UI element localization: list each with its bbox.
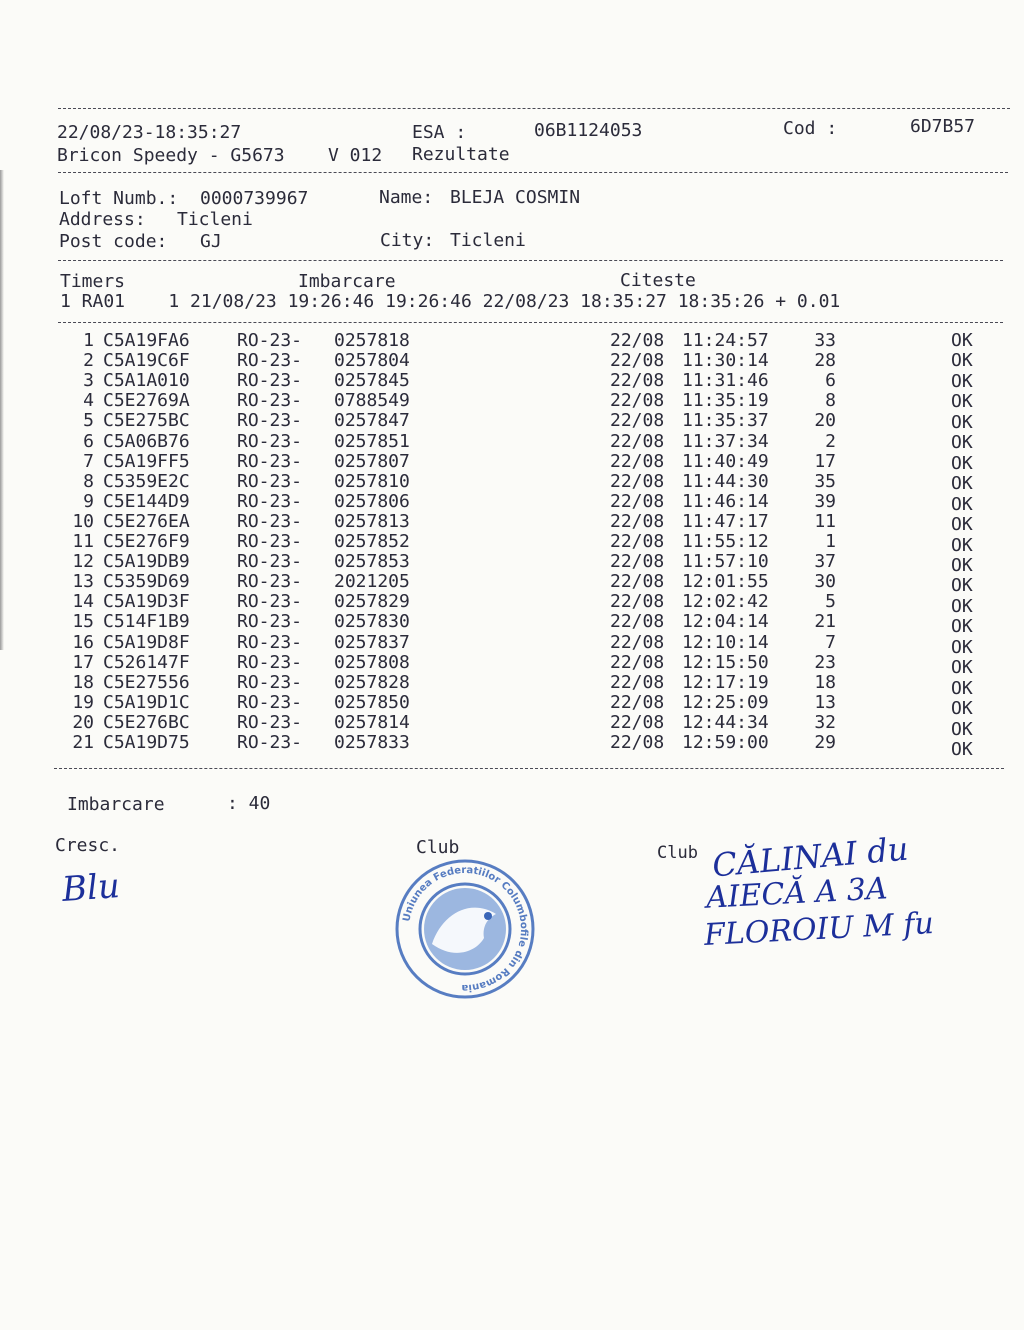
- row-position: 21: [814, 611, 836, 633]
- row-ring-prefix: RO-23-: [237, 410, 303, 432]
- table-row: [0, 351, 1024, 371]
- row-chip-id: C5359D69: [103, 571, 190, 593]
- loft-name-label: Name:: [379, 187, 434, 208]
- row-ring-number: 0257813: [334, 510, 410, 532]
- row-arrival-date: 22/08: [610, 651, 665, 673]
- timers-row: 1 RA01 1 21/08/23 19:26:46 19:26:46 22/08/23 18:35:27 18:35:26 + 0.01: [60, 291, 841, 312]
- row-arrival-time: 12:25:09: [682, 691, 769, 713]
- table-row: [0, 591, 1024, 617]
- row-status: OK: [951, 330, 973, 351]
- row-status: OK: [951, 432, 973, 454]
- row-ring-prefix: RO-23-: [237, 450, 303, 472]
- row-chip-id: C5E144D9: [103, 490, 190, 512]
- row-arrival-date: 22/08: [610, 470, 665, 492]
- row-arrival-date: 22/08: [610, 631, 665, 653]
- loft-number-label: Loft Numb.:: [59, 188, 179, 209]
- row-index: 14: [72, 591, 94, 613]
- row-arrival-time: 11:40:49: [682, 450, 769, 472]
- row-ring-number: 0257853: [334, 551, 410, 573]
- table-row: [0, 571, 1024, 597]
- row-position: 28: [814, 350, 836, 372]
- row-ring-prefix: RO-23-: [237, 691, 303, 713]
- row-position: 11: [814, 510, 836, 532]
- row-arrival-time: 11:47:17: [682, 510, 769, 532]
- club-stamp-icon: [392, 856, 538, 1002]
- row-index: 12: [72, 551, 94, 573]
- row-arrival-date: 22/08: [610, 571, 665, 593]
- table-row: [0, 510, 1024, 536]
- loft-postcode-label: Post code:: [59, 231, 168, 252]
- row-ring-number: 2021205: [334, 571, 410, 593]
- row-status: OK: [951, 473, 973, 495]
- handwritten-note-line1: CĂLINAI du: [710, 829, 910, 885]
- row-chip-id: C5A19D75: [103, 732, 190, 753]
- row-ring-number: 0257807: [334, 450, 410, 472]
- header-cod-label: Cod :: [783, 118, 838, 139]
- row-arrival-time: 11:37:34: [682, 430, 769, 452]
- row-status: OK: [951, 411, 973, 433]
- row-position: 13: [814, 691, 836, 713]
- row-status: OK: [951, 718, 973, 740]
- row-position: 32: [814, 711, 836, 733]
- row-arrival-time: 11:35:37: [682, 410, 769, 432]
- row-arrival-date: 22/08: [610, 591, 665, 613]
- divider-results: [54, 768, 1004, 769]
- row-index: 20: [72, 711, 94, 733]
- table-row: [0, 631, 1024, 658]
- row-ring-number: 0257828: [334, 671, 410, 693]
- row-chip-id: C5359E2C: [103, 470, 190, 492]
- row-index: 21: [72, 732, 94, 753]
- row-arrival-date: 22/08: [610, 531, 665, 552]
- row-arrival-time: 12:01:55: [682, 571, 769, 593]
- row-position: 8: [825, 390, 836, 412]
- stamp-text: Uniunea Federatiilor Columbofile din Romania: [401, 864, 530, 994]
- row-arrival-date: 22/08: [610, 691, 665, 713]
- header-report-type: Rezultate: [412, 144, 510, 165]
- row-position: 5: [825, 591, 836, 613]
- row-ring-prefix: RO-23-: [237, 510, 303, 532]
- header-esa-label: ESA :: [412, 122, 467, 143]
- table-row: [0, 411, 1024, 431]
- row-chip-id: C5E276BC: [103, 711, 190, 733]
- table-row: [0, 611, 1024, 638]
- row-ring-number: 0257829: [334, 591, 410, 613]
- timers-imbarcare-label: Imbarcare: [298, 271, 396, 292]
- row-index: 16: [72, 631, 94, 653]
- row-position: 2: [825, 430, 836, 452]
- row-ring-prefix: RO-23-: [237, 531, 303, 552]
- row-ring-prefix: RO-23-: [237, 571, 303, 593]
- row-arrival-time: 11:46:14: [682, 490, 769, 512]
- row-chip-id: C5E276F9: [103, 531, 190, 552]
- row-status: OK: [951, 698, 973, 720]
- row-chip-id: C5A19FA6: [103, 330, 190, 351]
- row-chip-id: C5A19C6F: [103, 350, 190, 372]
- divider-top: [58, 108, 1010, 109]
- row-index: 8: [83, 470, 94, 492]
- row-index: 4: [83, 390, 94, 412]
- table-row: [0, 452, 1024, 472]
- handwritten-note-line2: AIECĂ A 3A: [705, 871, 889, 916]
- row-ring-prefix: RO-23-: [237, 370, 303, 392]
- row-arrival-date: 22/08: [610, 490, 665, 512]
- row-chip-id: C5A19D3F: [103, 591, 190, 613]
- row-status: OK: [951, 616, 973, 638]
- timers-citeste-label: Citeste: [620, 270, 696, 291]
- row-index: 7: [83, 450, 94, 472]
- row-arrival-date: 22/08: [610, 390, 665, 412]
- row-arrival-date: 22/08: [610, 430, 665, 452]
- row-status: OK: [951, 554, 973, 576]
- row-ring-prefix: RO-23-: [237, 490, 303, 512]
- loft-city-value: Ticleni: [450, 230, 526, 251]
- row-arrival-date: 22/08: [610, 551, 665, 573]
- row-arrival-date: 22/08: [610, 450, 665, 472]
- row-arrival-date: 22/08: [610, 350, 665, 372]
- row-index: 19: [72, 691, 94, 713]
- row-position: 17: [814, 450, 836, 472]
- row-status: OK: [951, 493, 973, 515]
- row-ring-number: 0257810: [334, 470, 410, 492]
- loft-address-value: Ticleni: [177, 209, 253, 230]
- row-position: 33: [814, 330, 836, 351]
- row-ring-number: 0257818: [334, 330, 410, 351]
- row-ring-prefix: RO-23-: [237, 711, 303, 733]
- row-ring-number: 0257837: [334, 631, 410, 653]
- row-arrival-time: 11:35:19: [682, 390, 769, 412]
- row-index: 6: [83, 430, 94, 452]
- row-position: 6: [825, 370, 836, 392]
- row-arrival-date: 22/08: [610, 510, 665, 532]
- row-ring-prefix: RO-23-: [237, 430, 303, 452]
- row-position: 7: [825, 631, 836, 653]
- row-arrival-date: 22/08: [610, 611, 665, 633]
- row-chip-id: C5E2769A: [103, 390, 190, 412]
- row-chip-id: C5A1A010: [103, 370, 190, 392]
- footer-club-label-right: Club: [657, 843, 698, 863]
- row-arrival-time: 11:24:57: [682, 330, 769, 351]
- row-position: 37: [814, 551, 836, 573]
- table-row: [0, 490, 1024, 515]
- table-row: [0, 331, 1024, 351]
- row-arrival-date: 22/08: [610, 410, 665, 432]
- row-ring-prefix: RO-23-: [237, 390, 303, 412]
- row-chip-id: C514F1B9: [103, 611, 190, 633]
- divider-timers: [58, 322, 1003, 323]
- row-chip-id: C5E276EA: [103, 510, 190, 532]
- row-index: 11: [72, 531, 94, 552]
- row-chip-id: C5A06B76: [103, 430, 190, 452]
- row-arrival-date: 22/08: [610, 732, 665, 753]
- row-index: 9: [83, 490, 94, 512]
- row-position: 29: [814, 732, 836, 753]
- row-arrival-time: 11:57:10: [682, 551, 769, 573]
- row-arrival-time: 12:02:42: [682, 591, 769, 613]
- row-chip-id: C5E27556: [103, 671, 190, 693]
- row-status: OK: [951, 677, 973, 699]
- header-device: Bricon Speedy - G5673: [57, 145, 285, 166]
- row-status: OK: [951, 575, 973, 597]
- row-status: OK: [951, 657, 973, 679]
- row-position: 30: [814, 571, 836, 593]
- row-status: OK: [951, 514, 973, 536]
- row-arrival-time: 12:15:50: [682, 651, 769, 673]
- row-status: OK: [951, 739, 973, 760]
- footer-club-label-center: Club: [416, 837, 460, 858]
- row-index: 5: [83, 410, 94, 432]
- row-arrival-time: 11:44:30: [682, 470, 769, 492]
- table-row: [0, 470, 1024, 495]
- row-arrival-date: 22/08: [610, 711, 665, 733]
- table-row: [0, 371, 1024, 391]
- row-ring-prefix: RO-23-: [237, 591, 303, 613]
- row-index: 15: [72, 611, 94, 633]
- row-index: 3: [83, 370, 94, 392]
- row-ring-prefix: RO-23-: [237, 732, 303, 753]
- table-row: [0, 671, 1024, 699]
- row-ring-number: 0257806: [334, 490, 410, 512]
- row-ring-prefix: RO-23-: [237, 330, 303, 351]
- loft-postcode-value: GJ: [200, 231, 222, 252]
- row-chip-id: C5A19DB9: [103, 551, 190, 573]
- row-status: OK: [951, 452, 973, 474]
- loft-number-value: 0000739967: [200, 188, 309, 209]
- row-index: 2: [83, 350, 94, 372]
- row-position: 18: [814, 671, 836, 693]
- row-arrival-date: 22/08: [610, 671, 665, 693]
- row-index: 17: [72, 651, 94, 673]
- row-ring-number: 0257808: [334, 651, 410, 673]
- header-version: V 012: [328, 145, 383, 166]
- row-status: OK: [951, 391, 973, 413]
- footer-cresc-label: Cresc.: [55, 835, 121, 856]
- footer-imbarcare-label: Imbarcare: [67, 794, 165, 815]
- row-ring-number: 0257845: [334, 370, 410, 392]
- table-row: [0, 691, 1024, 720]
- row-ring-prefix: RO-23-: [237, 651, 303, 673]
- table-row: [0, 551, 1024, 576]
- row-ring-number: 0788549: [334, 390, 410, 412]
- row-ring-prefix: RO-23-: [237, 350, 303, 372]
- header-datetime: 22/08/23-18:35:27: [57, 122, 242, 143]
- row-ring-number: 0257804: [334, 350, 410, 372]
- row-arrival-time: 11:31:46: [682, 370, 769, 392]
- row-arrival-time: 12:10:14: [682, 631, 769, 653]
- row-ring-number: 0257830: [334, 611, 410, 633]
- row-index: 10: [72, 510, 94, 532]
- row-ring-prefix: RO-23-: [237, 611, 303, 633]
- divider-header: [58, 172, 1008, 173]
- breeder-signature: Blu: [60, 866, 122, 910]
- header-esa-value: 06B1124053: [534, 120, 643, 141]
- row-chip-id: C5E275BC: [103, 410, 190, 432]
- header-cod-value: 6D7B57: [910, 116, 976, 137]
- row-arrival-date: 22/08: [610, 370, 665, 392]
- row-chip-id: C5A19D1C: [103, 691, 190, 713]
- handwritten-note-line3: FLOROIU M fu: [703, 906, 935, 953]
- row-status: OK: [951, 636, 973, 658]
- row-arrival-time: 12:04:14: [682, 611, 769, 633]
- row-index: 18: [72, 671, 94, 693]
- footer-imbarcare-value: : 40: [227, 793, 271, 814]
- row-ring-number: 0257850: [334, 691, 410, 713]
- table-row: [0, 391, 1024, 411]
- row-status: OK: [951, 534, 973, 556]
- divider-loft: [58, 260, 1003, 261]
- table-row: [0, 732, 1024, 760]
- table-row: [0, 711, 1024, 740]
- row-ring-number: 0257852: [334, 531, 410, 552]
- table-row: [0, 432, 1024, 452]
- row-ring-prefix: RO-23-: [237, 551, 303, 573]
- table-row: [0, 531, 1024, 556]
- timers-label: Timers: [60, 271, 126, 292]
- table-row: [0, 651, 1024, 679]
- row-arrival-time: 12:44:34: [682, 711, 769, 733]
- row-ring-number: 0257814: [334, 711, 410, 733]
- row-ring-number: 0257833: [334, 732, 410, 753]
- loft-name-value: BLEJA COSMIN: [450, 187, 581, 208]
- row-position: 23: [814, 651, 836, 673]
- row-position: 20: [814, 410, 836, 432]
- row-status: OK: [951, 350, 973, 372]
- row-status: OK: [951, 595, 973, 617]
- loft-city-label: City:: [380, 230, 435, 251]
- row-chip-id: C526147F: [103, 651, 190, 673]
- row-index: 13: [72, 571, 94, 593]
- row-arrival-time: 12:59:00: [682, 732, 769, 753]
- row-arrival-date: 22/08: [610, 330, 665, 351]
- row-position: 1: [825, 531, 836, 552]
- row-ring-number: 0257847: [334, 410, 410, 432]
- row-position: 35: [814, 470, 836, 492]
- row-arrival-time: 11:30:14: [682, 350, 769, 372]
- row-index: 1: [83, 330, 94, 351]
- row-ring-prefix: RO-23-: [237, 671, 303, 693]
- row-ring-number: 0257851: [334, 430, 410, 452]
- row-chip-id: C5A19D8F: [103, 631, 190, 653]
- row-status: OK: [951, 370, 973, 392]
- row-position: 39: [814, 490, 836, 512]
- row-chip-id: C5A19FF5: [103, 450, 190, 472]
- row-arrival-time: 11:55:12: [682, 531, 769, 552]
- loft-address-label: Address:: [59, 209, 146, 230]
- row-arrival-time: 12:17:19: [682, 671, 769, 693]
- row-ring-prefix: RO-23-: [237, 470, 303, 492]
- row-ring-prefix: RO-23-: [237, 631, 303, 653]
